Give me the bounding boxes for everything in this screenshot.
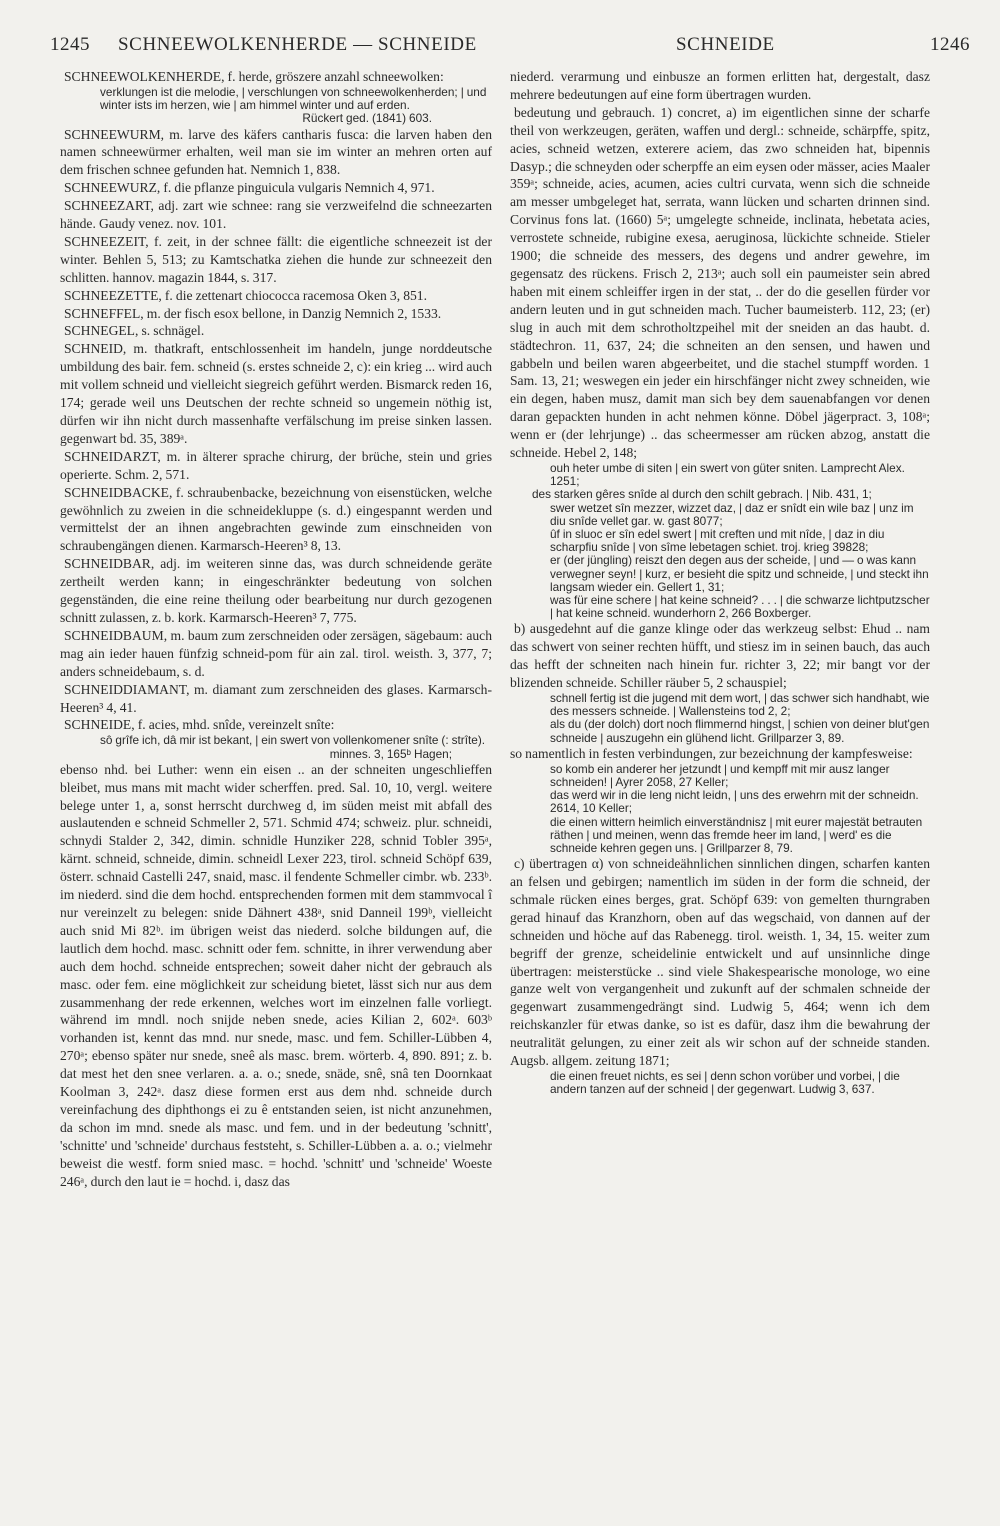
entry-schneffel: SCHNEFFEL, m. der fisch esox bellone, in Danzig Nemnich 2, 1533. bbox=[64, 305, 442, 321]
verse-quote: ouh heter umbe di siten | ein swert von güter sniten. Lamprecht Alex. 1251; bbox=[550, 460, 905, 489]
entry-schnegel: SCHNEGEL, s. schnägel. bbox=[64, 323, 205, 339]
entry-schneidbacke: SCHNEIDBACKE, f. schraubenbacke, bezeichnung von eisenstücken, welche gewöhnlich zu zweien in die schneidekluppe (s. d.) eingespannt werden und vermittelst der an ihnen angebrachten gewinde zum einschneiden von schraubengängen dienen. Karmarsch-Heeren³ 8, 13. bbox=[60, 484, 492, 554]
verse-quote: was für eine schere | hat keine schneid? . . . | die schwarze lichtputzscher | hat keine schneid. wunderhorn 2, 266 Boxberger. bbox=[550, 592, 930, 621]
verse-quote: die einen freuet nichts, es sei | denn schon vorüber und vorbei, | die andern tanzen auf der schneid | der gegenwart. Ludwig 3, 637. bbox=[550, 1069, 900, 1097]
entry-schneezeit: SCHNEEZEIT, f. zeit, in der schnee fällt: die eigentliche schneezeit ist der winter. Behlen 5, 513; zu Kamtschatka ziehen die hunde zur schneezeit den schlitten. hannov. magazin 1844, s. 317. bbox=[60, 233, 492, 285]
entry-schneidarzt: SCHNEIDARZT, m. in älterer sprache chirurg, der brüche, stein und gries operierte. Schm. 2, 571. bbox=[60, 448, 492, 482]
verse-quote: das werd wir in die leng nicht leidn, | uns des erwehrn mit der schneidn. 2614, 10 Keller; bbox=[550, 788, 919, 816]
entry-schneewurz: SCHNEEWURZ, f. die pflanze pinguicula vulgaris Nemnich 4, 971. bbox=[64, 180, 435, 196]
page-number-left: 1245 bbox=[50, 34, 90, 55]
body-text: so namentlich in festen verbindungen, zur bezeichnung der kampfesweise: bbox=[510, 745, 913, 761]
citation: Rückert ged. (1841) 603. bbox=[302, 111, 432, 126]
verse-quote: so komb ein anderer her jetzundt | und kempff mit mir ausz langer schneiden! | Ayrer 2058, 27 Keller; bbox=[550, 761, 890, 789]
entry-schneiddiamant: SCHNEIDDIAMANT, m. diamant zum zerschneiden des glases. Karmarsch-Heeren³ 4, 41. bbox=[60, 681, 492, 715]
running-head-left: SCHNEEWOLKENHERDE — SCHNEIDE bbox=[118, 34, 477, 55]
verse-quote: er (der jüngling) reiszt den degen aus der scheide, | und — o was kann verwegner seyn! | kurz, er besieht die spitz und schneide, | und steckt ihn langsam wieder ein. Gellert 1, 31; bbox=[550, 553, 929, 594]
citation: minnes. 3, 165ᵇ Hagen; bbox=[329, 746, 452, 761]
entry-schneezart: SCHNEEZART, adj. zart wie schnee: rang sie verzweifelnd die schneezarten hände. Gaudy venez. nov. 101. bbox=[60, 198, 492, 232]
verse-quote: sô grîfe ich, dâ mir ist bekant, | ein swert von vollenkomener snîte (: strîte). bbox=[100, 733, 486, 748]
entry-schneid: SCHNEID, m. thatkraft, entschlossenheit im handeln, junge norddeutsche umbildung des bair. fem. schneid (s. erstes schneide 2, c): ein krieg ... wird auch mit vollem schneid und vielleicht siegreich geführt werden. Bismarck reden 16, 174; gerade weil uns Deutschen der rechte schneid so ungemein nöthig ist, dürfen wir ihn nicht durch massenhafte verfälschung im preise sinken lassen. gegenwart bd. 35, 389ᵃ. bbox=[60, 341, 492, 446]
body-text: ebenso nhd. bei Luther: wenn ein eisen .. an der schneiten ungeschlieffen bleibet, mus mans mit macht wider scherffen. pred. Sal. 10, 10, vergl. weitere belege unter 1, a, sonst herrscht durchweg d, im süden meist mit abfall des auslautenden e schneid Schmeller 2, 571. Schmid 474; schweiz. plur. schneidi, schnydi Stalder 2, 342, dimin. schnidle Hunziker 228, schnid Tobler 395ᵃ, kärnt. schneid, schneide, dimin. schneidl Lexer 223, tirol. schneid Schöpf 639, österr. schnaid Castelli 247, snaid, masc. il fendente Schmeller cimbr. wb. 233ᵇ. im niederd. sind die dem hochd. entsprechenden formen mit dem stammvocal î nur vereinzelt zu belegen: snide Dähnert 438ᵃ, snid Danneil 199ᵇ, vielleicht auch snid Mi 82ᵇ. im übrigen weist das niederd. solche bildungen auf, die lautlich dem hochd. masc. schnitt oder fem. schnitte, in ihrer verwendung aber auch dem hochd. schneide entsprechen; soweit daher nicht der gebrauch als masc. oder fem. eine möglichkeit zur scheidung bietet, lässt sich nur aus dem zusammenhang der rede erkennen, welches wort im einzelnen falle vorliegt. während im mndl. noch snijde neben snede, acies Kilian 2, 602ᵃ. 603ᵇ vorhanden ist, kennt das mnd. nur snede, masc. und fem. Schiller-Lübben 4, 270ᵃ; ebenso später nur snede, sneê als masc. brem. wörterb. 4, 890. 891; z. b. dat mest het den snee verlaren. a. a. o.; snede, snäde, snê, snâ ten Doornkaat Koolman 3, 242ᵃ. dasz diese formen erst aus dem nhd. schneide durch vereinfachung des diphthongs ei zu ê entstanden seien, ist nicht anzunehmen, da schon im mnd. snede als masc. und fem. und in der bedeutung 'schnitt', 'schnitte' und 'schneide' durchaus feststeht, s. Schiller-Lübben a. a. o.; vielmehr beweist die westf. form snied masc. = hochd. 'schnitt' und 'schneide' Woeste 246ᵃ, durch den laut ie = hochd. i, dasz das bbox=[60, 761, 492, 1189]
body-text: c) übertragen α) von schneideähnlichen sinnlichen dingen, scharfen kanten an felsen und gebirgen; namentlich im süden in der form die schneid, der schmale rücken eines berges, grat. Schöpf 639: von gemelten thurngraben gerad hinauf das Kranzhorn, oben auf das wegschaid, von dannen auf der schneiden und höche auf das Rabenegg. tirol. weisth. 1, 34, 15. weiter zum begriff der grenze, scheidelinie entwickelt und auf unsinnliche dinge übertragen: meisterstücke .. sind viele Shakespearische monologe, wo eine ganze welt von vergangenheit und zukunft auf der schmalen schneide der gegenwart zusammengedrängt sind. Ludwig 5, 464; wenn ich dem reichskanzler für etwas danke, so ist es dafür, dasz ihm die bewahrung der neutralität gelungen, zu einer zeit als wir schon auf der schneide standen. Augsb. allgem. zeitung 1871; bbox=[510, 856, 930, 1069]
running-head-right: SCHNEIDE bbox=[676, 34, 775, 55]
entry-schneide: SCHNEIDE, f. acies, mhd. snîde, vereinzelt snîte: bbox=[64, 717, 335, 733]
entry-schneidbar: SCHNEIDBAR, adj. im weiteren sinne das, was durch schneidende geräte zertheilt werden kann; in eingeschränkter bedeutung von solchen gegenständen, die eine reine theilung oder bearbeitung nur durch gezogenen schnitt zulassen, z. b. kork. Karmarsch-Heeren³ 7, 775. bbox=[60, 556, 492, 625]
right-column bbox=[510, 68, 930, 1096]
verse-quote: des starken gêres snîde al durch den schilt gebrach. | Nib. 431, 1; bbox=[532, 487, 872, 502]
verse-quote: als du (der dolch) dort noch flimmernd hingst, | schien von deiner blut'gen schneide | auszugehn ein glühend licht. Grillparzer 3, 89. bbox=[550, 717, 930, 745]
entry-schneewolkenherde: SCHNEEWOLKENHERDE, f. herde, gröszere anzahl schneewolken: bbox=[64, 69, 444, 84]
page-number-right: 1246 bbox=[930, 34, 970, 55]
verse-quote: die einen wittern heimlich einverständnisz | mit eurer majestät betrauten räthen | und meinen, wenn das fremde heer im land, | werd' es die schneide kehren gegen uns. | Grillparzer 8, 79. bbox=[550, 814, 923, 855]
entry-schneezette: SCHNEEZETTE, f. die zettenart chiococca racemosa Oken 3, 851. bbox=[64, 287, 427, 303]
entry-schneewurm: SCHNEEWURM, m. larve des käfers cantharis fusca: die larven haben den namen schneewürmer erhalten, weil man sie im winter an mehren orten auf dem frischen schnee gefunden hat. Nemnich 1, 838. bbox=[60, 126, 492, 178]
page-header bbox=[0, 0, 1000, 60]
entry-schneidbaum: SCHNEIDBAUM, m. baum zum zerschneiden oder zersägen, sägebaum: auch mag ain ieder hauen fünfzig schneid-pom für ain zal. tirol. weisth. 3, 377, 7; anders schneidebaum, s. d. bbox=[60, 627, 492, 679]
verse-quote: ûf in sluoc er sîn edel swert | mit creften und mit nîde, | daz in diu scharpfiu snîde | von sîme lebetagen schiet. troj. krieg 39828; bbox=[550, 526, 885, 555]
verse-quote: schnell fertig ist die jugend mit dem wort, | das schwer sich handhabt, wie des messers schneide. | Wallensteins tod 2, 2; bbox=[550, 691, 930, 719]
verse-quote: swer wetzet sîn mezzer, wizzet daz, | daz er snîdt ein wile baz | unz im diu snîde vellet gar. w. gast 8077; bbox=[550, 500, 914, 528]
body-text: b) ausgedehnt auf die ganze klinge oder das werkzeug selbst: Ehud .. nam das schwert von seiner rechten hüfft, und stiesz im in seinen bauch, das auch das hefft der schneiten nach hinein fur. richter 3, 22; mir bangt vor der blizenden schneide. Schiller räuber 5, 2 schauspiel; bbox=[510, 621, 930, 691]
verse-quote: verklungen ist die melodie, | verschlungen von schneewolkenherden; | und winter ists im herzen, wie | am himmel winter und auf erden. bbox=[100, 84, 487, 113]
body-text: bedeutung und gebrauch. 1) concret, a) im eigentlichen sinne der scharfe theil von werkzeugen, geräten, waffen und dergl.: schneide, schärpffe, spitz, acies, schneid wetzen, exterere aciem, das zwo schneiden hat, bipennis Dasyp.; die schneyden oder scherpffe an eim eysen oder mässer, acies Maaler 359ᵃ; schneide, acies, acumen, acies cultri curvata, wenn sich die schneide am messer umbgeleget hat, serrata, wann lücken und scharten drinnen sind. Corvinus fons lat. (1660) 5ᵃ; umgelegte schneide, inclinata, hebetata acies, verrostete schneide, rubigine exesa, aeruginosa, lückichte schneide. Stieler 1900; die schneide des messers, des degens und andrer gewehre, im gegensatz des rückens. Frisch 2, 213ᵃ; auch soll ein paumeister sein abred haben mit einem schleiffer irgen in der stat, .. der do die gesellen fürder vor andern leuten und in gut schneiden mach. Tucher baumeisterb. 112, 23; (er) slug in auch mit dem schrotholtzpeihel mit der sneiden an das haubt. d. städtechron. 11, 637, 24; die schneiten an den sensen, und hawen und gabbeln und beilen waren abgeerbeitet, und die stachel stumpff worden. 1 Sam. 13, 21; weswegen ein jeder ein hirschfänger nicht zwey schneiden, wie ein degen, haben musz, damit man sich bey dem sauenabfangen vor denen daran gepackten hunden in acht nehmen könne. Döbel jägerpract. 3, 108ᵃ; wenn er (der lehrjunge) .. das scheermesser am rücken abzog, anstatt die schneide. Hebel 2, 148; bbox=[510, 104, 930, 461]
body-text: niederd. verarmung und einbusze an formen erlitten hat, dergestalt, dasz mehrere bedeutungen auf eine form übertragen wurden. bbox=[510, 69, 930, 102]
left-column bbox=[60, 68, 492, 1190]
